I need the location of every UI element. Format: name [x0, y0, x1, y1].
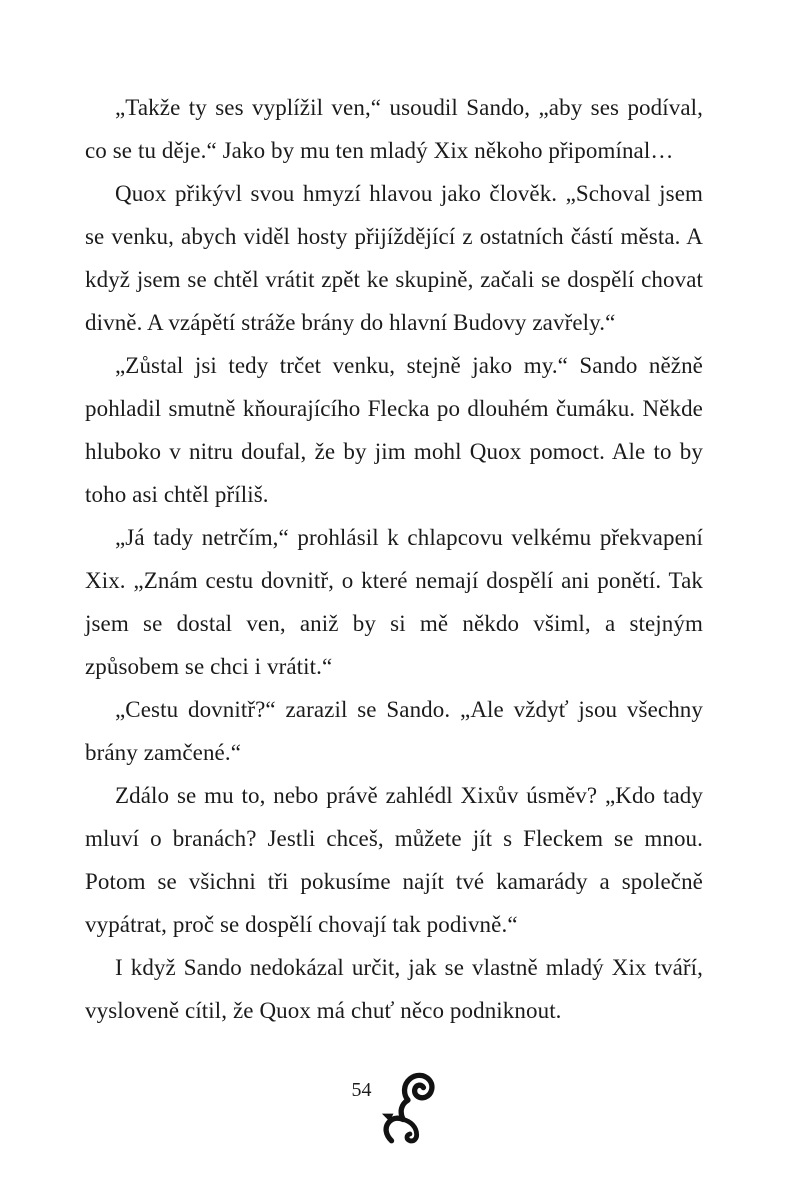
dragon-flourish-icon [378, 1062, 436, 1142]
paragraph: „Takže ty ses vyplížil ven,“ usoudil Sando, „aby ses podíval, co se tu děje.“ Jako by mu ten mladý Xix někoho připomínal… [85, 95, 703, 163]
paragraph: „Cestu dovnitř?“ zarazil se Sando. „Ale vždyť jsou všechny brány zamčené.“ [85, 697, 703, 765]
paragraph: I když Sando nedokázal určit, jak se vlastně mladý Xix tváří, vysloveně cítil, že Quox má chuť něco podniknout. [85, 955, 703, 1023]
text-block [85, 86, 703, 1032]
paragraph: Zdálo se mu to, nebo právě zahlédl Xixův úsměv? „Kdo tady mluví o branách? Jestli chceš, můžete jít s Fleckem se mnou. Potom se všichni tři pokusíme najít tvé kamarády a společně vypátrat, proč se dospělí chovají tak podivně.“ [85, 783, 703, 937]
paragraph: „Já tady netrčím,“ prohlásil k chlapcovu velkému překvapení Xix. „Znám cestu dovnitř, o které nemají dospělí ani ponětí. Tak jsem se dostal ven, aniž by si mě někdo všiml, a stejným způsobem se chci i vrátit.“ [85, 525, 703, 679]
page-number: 54 [351, 1079, 372, 1101]
paragraph: „Zůstal jsi tedy trčet venku, stejně jako my.“ Sando něžně pohladil smutně kňourajícího Flecka po dlouhém čumáku. Někde hluboko v nitru doufal, že by jim mohl Quox pomoct. Ale to by toho asi chtěl příliš. [85, 353, 703, 507]
page-footer [0, 1062, 787, 1142]
paragraph: Quox přikývl svou hmyzí hlavou jako člověk. „Schoval jsem se venku, abych viděl hosty přijíždějící z ostatních částí města. A když jsem se chtěl vrátit zpět ke skupině, začali se dospělí chovat divně. A vzápětí stráže brány do hlavní Budovy zavřely.“ [85, 181, 703, 335]
